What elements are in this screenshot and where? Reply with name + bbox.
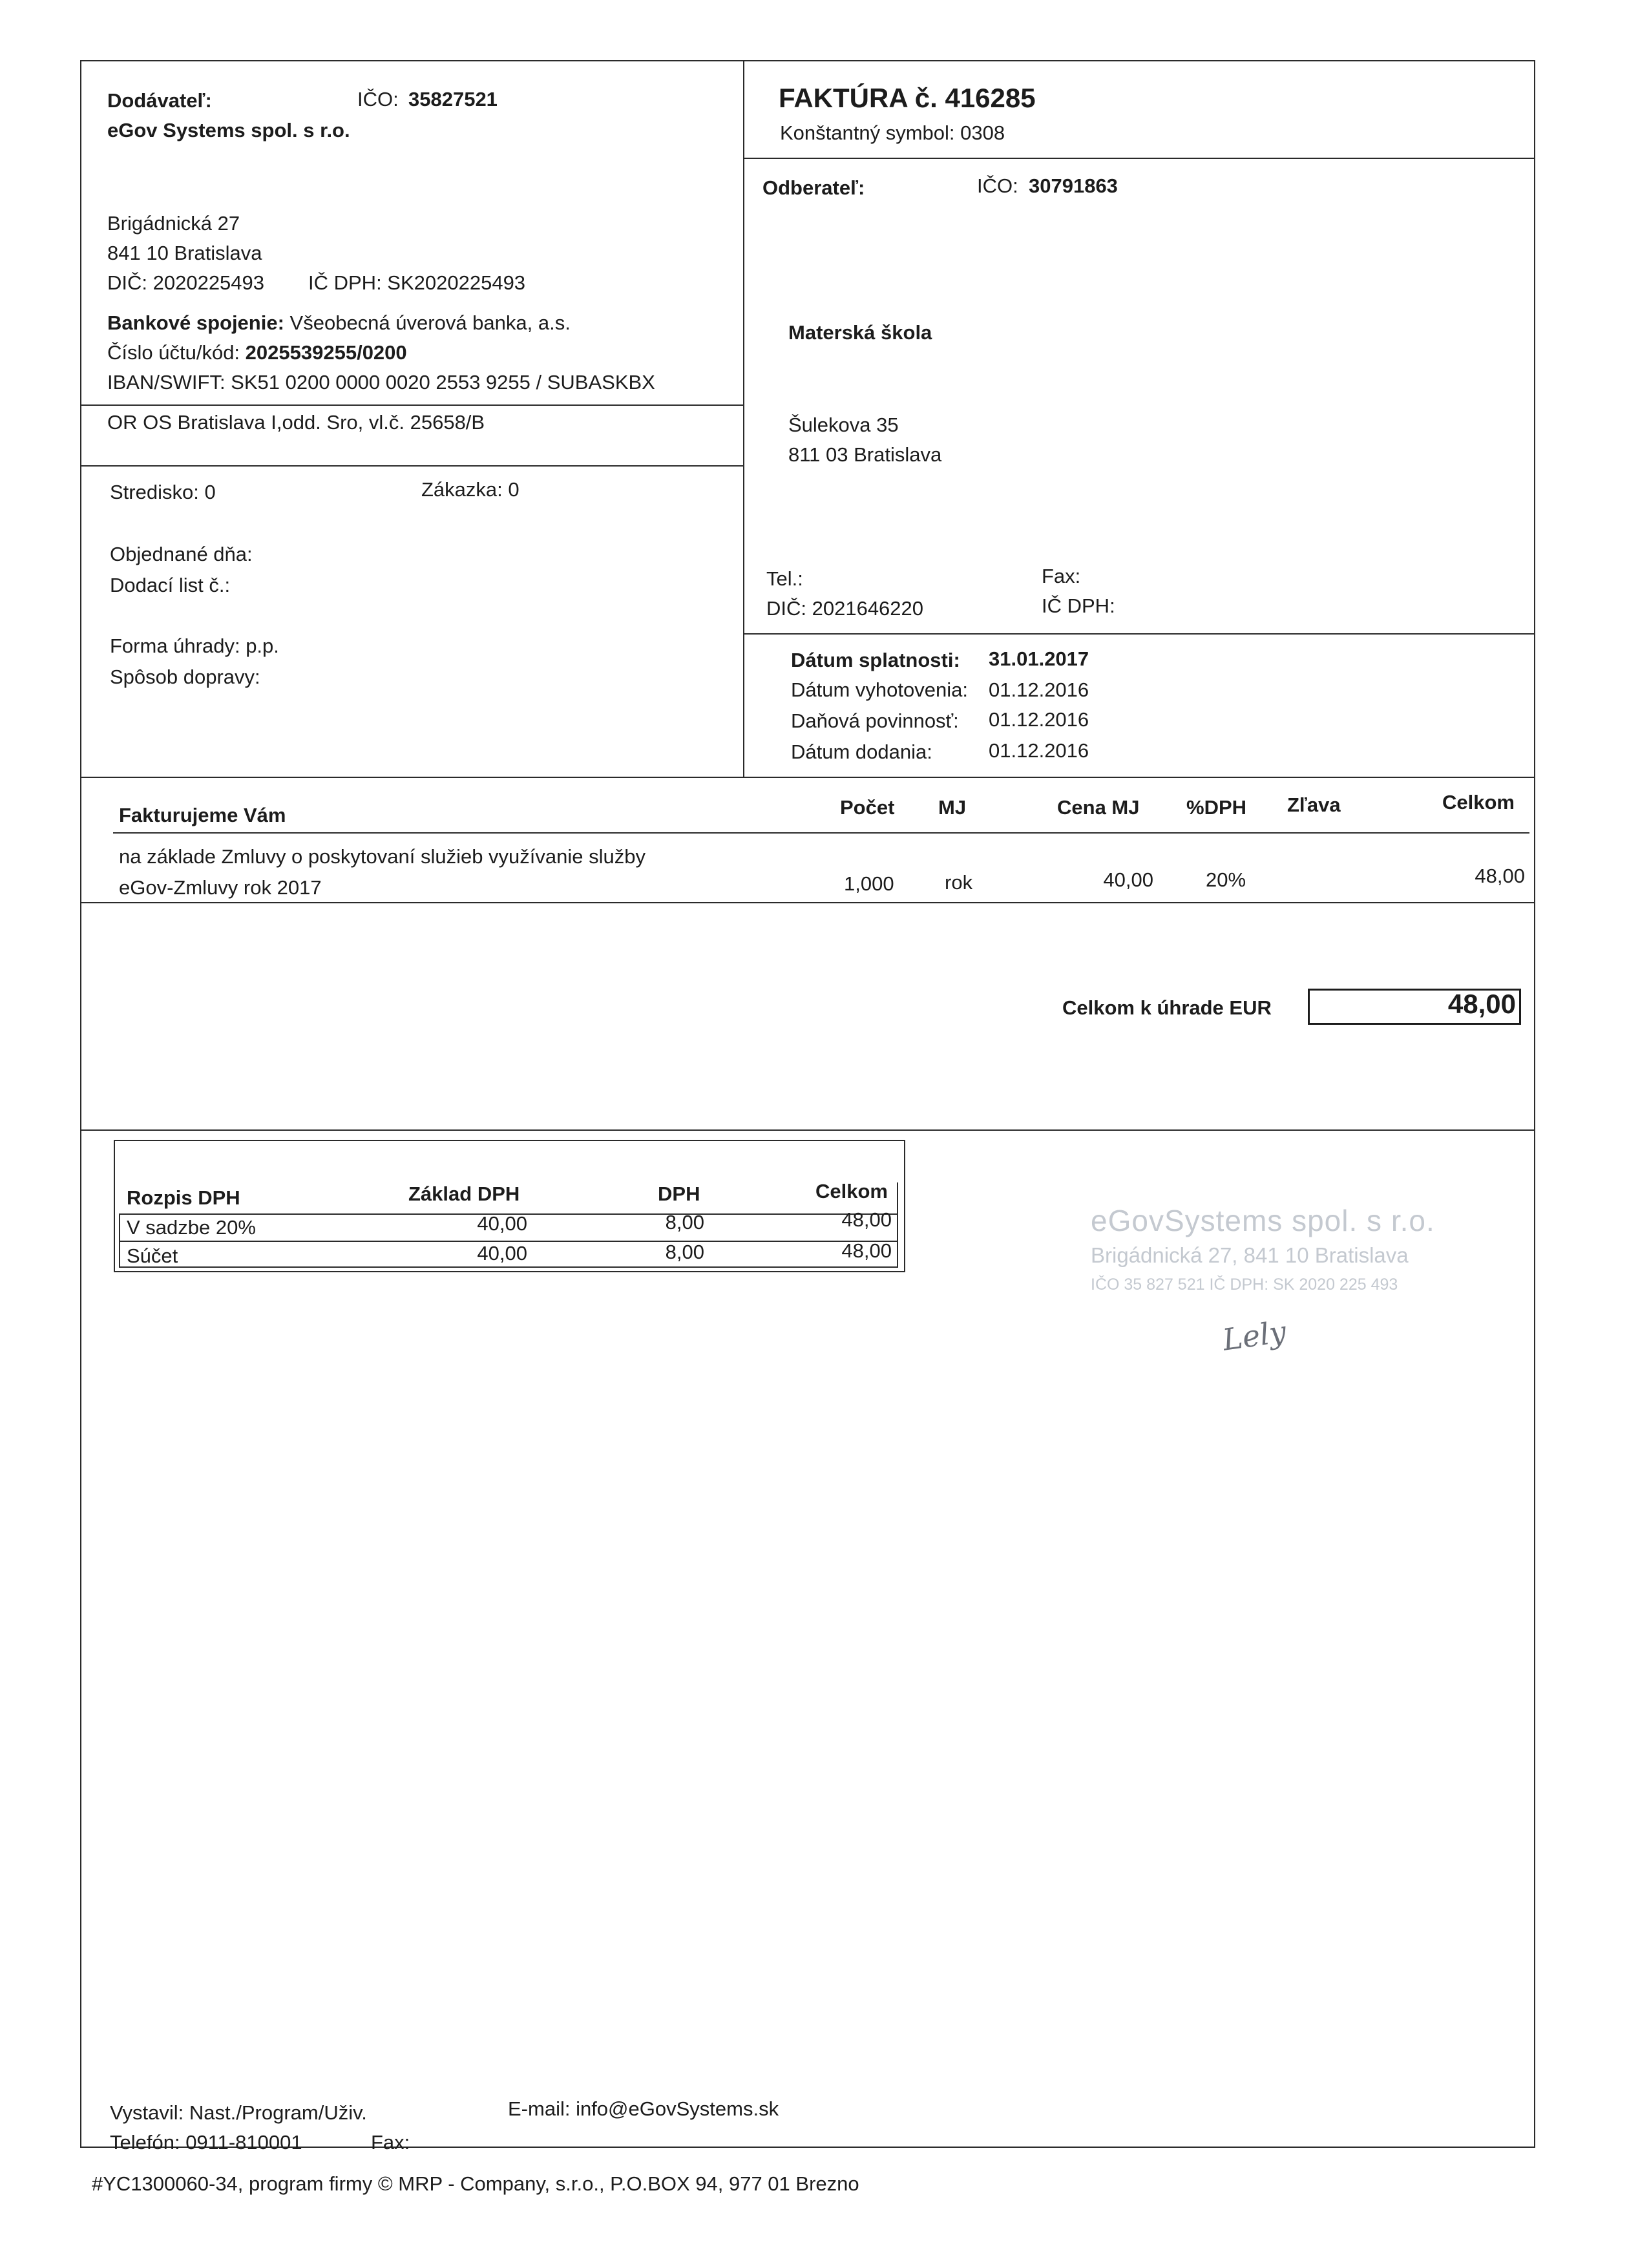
items-header-divider (113, 832, 1529, 834)
bank-name: Všeobecná úverová banka, a.s. (289, 311, 571, 334)
order-center: Stredisko: 0 (110, 481, 216, 503)
dates-top-divider (743, 633, 1535, 635)
total-bottom-divider (80, 1129, 1535, 1131)
items-header-price: Cena MJ (1057, 796, 1140, 819)
supplier-dic: DIČ: 2020225493 (107, 271, 265, 294)
vat-row2-total: 48,00 (841, 1239, 892, 1262)
supplier-ico: 35827521 (408, 88, 498, 110)
customer-name: Materská škola (788, 321, 932, 344)
stamp-line1: eGovSystems spol. s r.o. (1091, 1204, 1435, 1237)
supplier-name: eGov Systems spol. s r.o. (107, 119, 350, 142)
vat-table-bottom-inner (119, 1266, 898, 1268)
frame-right-border (1534, 60, 1535, 2147)
supplier-register: OR OS Bratislava I,odd. Sro, vl.č. 25658/B (107, 411, 485, 434)
items-header-total: Celkom (1442, 791, 1515, 814)
footer-fax: Fax: (371, 2131, 410, 2154)
footer-program: #YC1300060-34, program firmy © MRP - Company, s.r.o., P.O.BOX 94, 977 01 Brezno (92, 2172, 859, 2195)
customer-street: Šulekova 35 (788, 414, 899, 436)
register-bottom-divider (80, 465, 743, 467)
invoice-title: FAKTÚRA č. 416285 (779, 83, 1036, 113)
issue-date: 01.12.2016 (989, 678, 1089, 701)
order-transport: Spôsob dopravy: (110, 666, 260, 688)
vat-row1-name: V sadzbe 20% (127, 1216, 256, 1239)
customer-fax: Fax: (1042, 565, 1081, 587)
order-delivery-note: Dodací list č.: (110, 574, 231, 596)
supplier-ico-label: IČO: (357, 88, 399, 110)
supplier-city: 841 10 Bratislava (107, 242, 262, 264)
total-value: 48,00 (1447, 989, 1516, 1019)
customer-label: Odberateľ: (762, 176, 865, 199)
item-desc-line2: eGov-Zmluvy rok 2017 (119, 876, 322, 899)
frame-top-border (80, 60, 1535, 61)
delivery-date: 01.12.2016 (989, 739, 1089, 762)
supplier-bank (107, 311, 571, 335)
vat-header-vat: DPH (658, 1182, 700, 1205)
item-desc-line1: na základe Zmluvy o poskytovaní služieb využívanie služby (119, 845, 646, 868)
customer-tel: Tel.: (766, 567, 803, 590)
item-vat: 20% (1206, 868, 1246, 891)
items-bottom-divider (80, 902, 1535, 903)
order-job: Zákazka: 0 (421, 478, 520, 501)
issue-date-label: Dátum vyhotovenia: (791, 678, 968, 701)
due-date-label: Dátum splatnosti: (791, 649, 960, 671)
customer-ico-label: IČO: (977, 174, 1018, 197)
vat-row1-vat: 8,00 (665, 1211, 704, 1234)
order-date: Objednané dňa: (110, 543, 253, 565)
due-date: 31.01.2017 (989, 647, 1089, 670)
footer-phone: Telefón: 0911-810001 (110, 2131, 302, 2154)
register-top-divider (80, 404, 743, 406)
vat-row2-vat: 8,00 (665, 1241, 704, 1263)
vat-table-left-inner (119, 1213, 120, 1268)
item-unit: rok (945, 871, 973, 894)
footer-issued-by: Vystavil: Nast./Program/Uživ. (110, 2101, 367, 2124)
supplier-label: Dodávateľ: (107, 89, 212, 112)
tax-date-label: Daňová povinnosť: (791, 709, 959, 732)
stamp-line2: Brigádnická 27, 841 10 Bratislava (1091, 1243, 1409, 1267)
signature: Lely (1220, 1314, 1288, 1358)
frame-left-border (80, 60, 81, 2147)
total-label: Celkom k úhrade EUR (1062, 996, 1272, 1019)
footer-email: E-mail: info@eGovSystems.sk (508, 2097, 779, 2120)
account-label: Číslo účtu/kód: (107, 341, 240, 364)
items-top-divider (80, 777, 1535, 778)
items-header-qty: Počet (840, 796, 895, 819)
customer-city: 811 03 Bratislava (788, 443, 942, 466)
item-total: 48,00 (1475, 865, 1525, 887)
vat-header-base: Základ DPH (408, 1182, 520, 1205)
invoice-title-divider (743, 158, 1535, 159)
customer-icdph: IČ DPH: (1042, 594, 1115, 617)
items-header-discount: Zľava (1287, 793, 1341, 816)
customer-ico: 30791863 (1029, 174, 1118, 197)
vat-table-right-inner (897, 1182, 898, 1268)
items-header-desc: Fakturujeme Vám (119, 804, 286, 826)
items-header-unit: MJ (938, 796, 967, 819)
order-payment: Forma úhrady: p.p. (110, 635, 279, 657)
tax-date: 01.12.2016 (989, 708, 1089, 731)
supplier-account (107, 341, 407, 364)
bank-label: Bankové spojenie: (107, 311, 284, 334)
vat-row2-name: Súčet (127, 1244, 178, 1267)
supplier-icdph: IČ DPH: SK2020225493 (308, 271, 526, 294)
vat-row1-base: 40,00 (477, 1212, 527, 1235)
supplier-iban: IBAN/SWIFT: SK51 0200 0000 0020 2553 9255 / SUBASKBX (107, 371, 655, 394)
supplier-street: Brigádnická 27 (107, 212, 240, 235)
vat-row2-base: 40,00 (477, 1242, 527, 1265)
vat-header-total: Celkom (815, 1180, 888, 1202)
customer-dic: DIČ: 2021646220 (766, 597, 924, 620)
account-number: 2025539255/0200 (245, 341, 407, 364)
delivery-date-label: Dátum dodania: (791, 740, 932, 763)
item-price: 40,00 (1103, 868, 1153, 891)
header-center-divider (743, 60, 744, 777)
items-header-vat: %DPH (1186, 796, 1247, 819)
item-qty: 1,000 (844, 872, 894, 895)
stamp-line3: IČO 35 827 521 IČ DPH: SK 2020 225 493 (1091, 1276, 1398, 1294)
vat-header-name: Rozpis DPH (127, 1186, 240, 1209)
vat-row1-total: 48,00 (841, 1208, 892, 1231)
invoice-constant-symbol: Konštantný symbol: 0308 (780, 121, 1005, 144)
